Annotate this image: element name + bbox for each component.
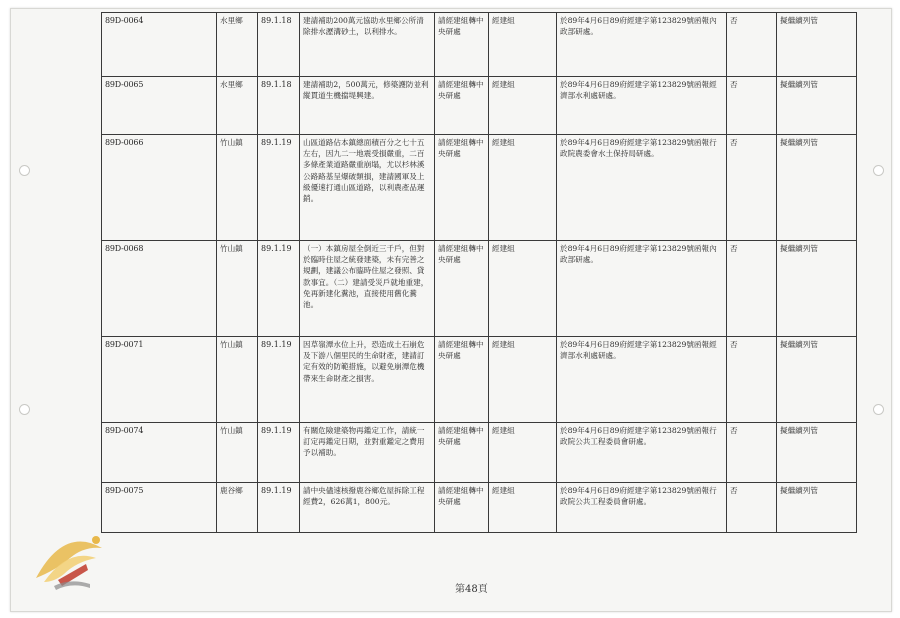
reply-summary: 於89年4月6日89府經建字第123829號函報行政院公共工程委員會研處。 [557, 483, 727, 533]
responsible-unit: 經建組 [489, 337, 557, 423]
township: 水里鄉 [217, 77, 258, 135]
table-row [102, 77, 857, 135]
table-row [102, 423, 857, 483]
date: 89.1.18 [258, 13, 300, 77]
reply-summary: 於89年4月6日89府經建字第123829號函報經濟部水利處研處。 [557, 337, 727, 423]
flag: 否 [727, 483, 777, 533]
table-row [102, 13, 857, 77]
request-content: 請中央儘速核撥鹿谷鄉危屋拆除工程經費2，626萬1，800元。 [300, 483, 435, 533]
tracking-status: 擬繼續列管 [777, 13, 857, 77]
binder-hole-right [873, 165, 884, 176]
tracking-status: 擬繼續列管 [777, 77, 857, 135]
responsible-unit: 經建組 [489, 241, 557, 337]
reply-summary: 於89年4月6日89府經建字第123829號函報經濟部水利處研處。 [557, 77, 727, 135]
township: 水里鄉 [217, 13, 258, 77]
reply-summary: 於89年4月6日89府經建字第123829號函報內政部研處。 [557, 241, 727, 337]
case-id: 89D-0065 [102, 77, 217, 135]
handling-note: 請經建組轉中央研處 [435, 77, 489, 135]
flag: 否 [727, 337, 777, 423]
petition-table [101, 12, 857, 533]
case-id: 89D-0071 [102, 337, 217, 423]
date: 89.1.19 [258, 241, 300, 337]
date: 89.1.19 [258, 483, 300, 533]
archive-logo-icon [24, 518, 114, 608]
tracking-status: 擬繼續列管 [777, 135, 857, 241]
township: 竹山鎮 [217, 337, 258, 423]
tracking-status: 擬繼續列管 [777, 241, 857, 337]
responsible-unit: 經建組 [489, 483, 557, 533]
township: 竹山鎮 [217, 241, 258, 337]
date: 89.1.19 [258, 337, 300, 423]
date: 89.1.18 [258, 77, 300, 135]
handling-note: 請經建組轉中央研處 [435, 423, 489, 483]
request-content: 山區道路佔本鎮總面積百分之七十五左右，因九二一地震受損嚴重，二百多條產業道路嚴重崩塌，尤以杉林溪公路路基呈爆破類損，建請國軍及上級優速打通山區道路，以利農產品運銷。 [300, 135, 435, 241]
request-content: （一）本鎮房屋全倒近三千戶，但對於臨時住屋之統發建築，未有完善之規劃，建議公布臨時住屋之發照、貸款事宜。（二）建請受災戶就地重建，免再新建化糞池，直接使用舊化糞池。 [300, 241, 435, 337]
flag: 否 [727, 13, 777, 77]
handling-note: 請經建組轉中央研處 [435, 13, 489, 77]
township: 鹿谷鄉 [217, 483, 258, 533]
table-row [102, 337, 857, 423]
table-row [102, 135, 857, 241]
reply-summary: 於89年4月6日89府經建字第123829號函報行政院公共工程委員會研處。 [557, 423, 727, 483]
flag: 否 [727, 77, 777, 135]
flag: 否 [727, 241, 777, 337]
reply-summary: 於89年4月6日89府經建字第123829號函報內政部研處。 [557, 13, 727, 77]
flag: 否 [727, 423, 777, 483]
table-row [102, 241, 857, 337]
binder-hole-right [873, 404, 884, 415]
flag: 否 [727, 135, 777, 241]
case-id: 89D-0066 [102, 135, 217, 241]
binder-hole-left [19, 404, 30, 415]
handling-note: 請經建組轉中央研處 [435, 483, 489, 533]
case-id: 89D-0074 [102, 423, 217, 483]
handling-note: 請經建組轉中央研處 [435, 241, 489, 337]
township: 竹山鎮 [217, 135, 258, 241]
date: 89.1.19 [258, 423, 300, 483]
responsible-unit: 經建組 [489, 13, 557, 77]
tracking-status: 擬繼續列管 [777, 423, 857, 483]
case-id: 89D-0064 [102, 13, 217, 77]
date: 89.1.19 [258, 135, 300, 241]
tracking-status: 擬繼續列管 [777, 337, 857, 423]
binder-hole-left [19, 165, 30, 176]
request-content: 因草嶺潭水位上升，恐造成土石崩危及下游八個里民的生命財產，建請訂定有效的防範措施，以避免崩潭危機帶來生命財產之損害。 [300, 337, 435, 423]
case-id: 89D-0068 [102, 241, 217, 337]
handling-note: 請經建組轉中央研處 [435, 135, 489, 241]
handling-note: 請經建組轉中央研處 [435, 337, 489, 423]
page-number: 第48頁 [455, 584, 488, 595]
case-id: 89D-0075 [102, 483, 217, 533]
responsible-unit: 經建組 [489, 77, 557, 135]
request-content: 有關危險建築物再鑑定工作，請統一訂定再鑑定日期，並對重鑑定之費用予以補助。 [300, 423, 435, 483]
reply-summary: 於89年4月6日89府經建字第123829號函報行政院農委會水土保持局研處。 [557, 135, 727, 241]
responsible-unit: 經建組 [489, 135, 557, 241]
township: 竹山鎮 [217, 423, 258, 483]
tracking-status: 擬繼續列管 [777, 483, 857, 533]
responsible-unit: 經建組 [489, 423, 557, 483]
request-content: 建請補助200萬元協助水里鄉公所清除排水瀝溝砂土，以利排水。 [300, 13, 435, 77]
request-content: 建請補助2，500萬元，修築護防並利縱貫道生機擋堤興建。 [300, 77, 435, 135]
table-row [102, 483, 857, 533]
